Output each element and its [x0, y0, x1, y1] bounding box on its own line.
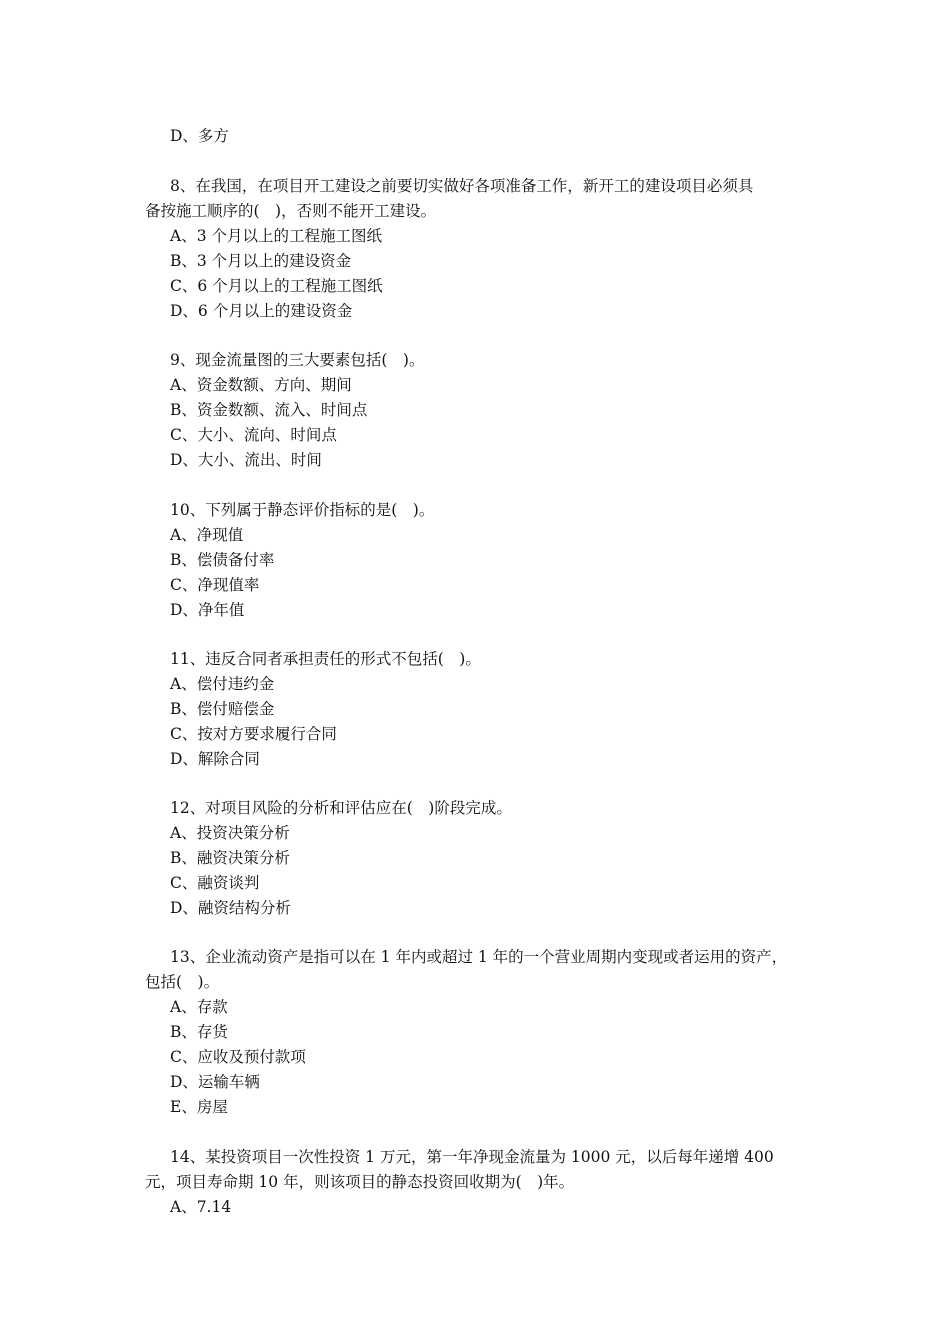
question-13-stem-line-2: 包括( )。	[145, 973, 220, 991]
question-9-stem: 9、现金流量图的三大要素包括( )。	[170, 351, 425, 369]
question-14-option-a: A、7.14	[170, 1198, 232, 1216]
question-13-stem-line-1: 13、企业流动资产是指可以在 1 年内或超过 1 年的一个营业周期内变现或者运用的资产，	[170, 948, 788, 966]
question-11-option-a: A、偿付违约金	[170, 675, 275, 693]
question-12-option-b: B、融资决策分析	[170, 849, 290, 867]
question-11-stem: 11、违反合同者承担责任的形式不包括( )。	[170, 650, 481, 668]
question-13-option-d: D、运输车辆	[170, 1073, 260, 1091]
question-8-option-b: B、3 个月以上的建设资金	[170, 252, 352, 270]
question-8-option-d: D、6 个月以上的建设资金	[170, 302, 353, 320]
question-13-option-a: A、存款	[170, 998, 228, 1016]
question-10-stem: 10、下列属于静态评价指标的是( )。	[170, 501, 435, 519]
question-9-option-c: C、大小、流向、时间点	[170, 426, 337, 444]
question-8-stem-line-2: 备按施工顺序的( )，否则不能开工建设。	[145, 202, 437, 220]
question-8-stem-line-1: 8、在我国，在项目开工建设之前要切实做好各项准备工作，新开工的建设项目必须具	[170, 177, 754, 195]
question-12-option-d: D、融资结构分析	[170, 899, 291, 917]
question-11-option-c: C、按对方要求履行合同	[170, 725, 337, 743]
question-9-option-b: B、资金数额、流入、时间点	[170, 401, 368, 419]
question-12-option-a: A、投资决策分析	[170, 824, 290, 842]
question-10-option-c: C、净现值率	[170, 576, 260, 594]
lead-option: D、多方	[170, 127, 229, 145]
question-9-option-d: D、大小、流出、时间	[170, 451, 322, 469]
question-11-option-b: B、偿付赔偿金	[170, 700, 275, 718]
question-8-option-c: C、6 个月以上的工程施工图纸	[170, 277, 383, 295]
question-14-stem-line-2: 元，项目寿命期 10 年，则该项目的静态投资回收期为( )年。	[145, 1173, 575, 1191]
question-13-option-b: B、存货	[170, 1023, 228, 1041]
question-13-option-c: C、应收及预付款项	[170, 1048, 306, 1066]
question-10-option-d: D、净年值	[170, 601, 245, 619]
question-9-option-a: A、资金数额、方向、期间	[170, 376, 352, 394]
question-10-option-b: B、偿债备付率	[170, 551, 275, 569]
question-10-option-a: A、净现值	[170, 526, 244, 544]
question-12-option-c: C、融资谈判	[170, 874, 260, 892]
question-12-stem: 12、对项目风险的分析和评估应在( )阶段完成。	[170, 799, 512, 817]
question-8-option-a: A、3 个月以上的工程施工图纸	[170, 227, 382, 245]
question-13-option-e: E、房屋	[170, 1098, 228, 1116]
question-11-option-d: D、解除合同	[170, 750, 260, 768]
question-14-stem-line-1: 14、某投资项目一次性投资 1 万元，第一年净现金流量为 1000 元，以后每年递增 400	[170, 1148, 774, 1166]
